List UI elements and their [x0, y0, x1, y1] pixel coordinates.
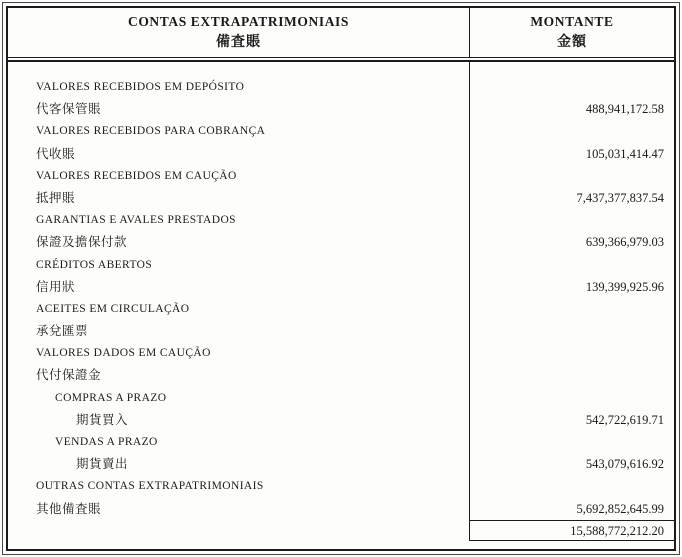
- account-row: [8, 165, 674, 209]
- account-name-pt: OUTRAS CONTAS EXTRAPATRIMONIAIS: [36, 480, 264, 493]
- account-name-pt: COMPRAS A PRAZO: [55, 391, 167, 404]
- account-name-zh: 信用狀: [36, 279, 76, 294]
- account-name-pt: ACEITES EM CIRCULAÇÃO: [36, 302, 190, 315]
- header-accounts-label-pt: CONTAS EXTRAPATRIMONIAIS: [127, 14, 350, 29]
- account-name-cell: [8, 298, 469, 342]
- total-row: [8, 520, 674, 549]
- account-row: [8, 387, 674, 431]
- account-name-cell: [8, 120, 469, 164]
- account-name-zh: 期貨賣出: [76, 457, 129, 472]
- account-amount-cell: [469, 387, 674, 431]
- account-amount-cell: [469, 342, 674, 386]
- account-row: [8, 298, 674, 342]
- account-row: [8, 254, 674, 298]
- header-accounts-column: [8, 8, 469, 57]
- account-name-zh: 代收賬: [36, 146, 76, 161]
- account-row: [8, 76, 674, 120]
- table-inner-frame: [6, 6, 676, 551]
- account-name-cell: [8, 165, 469, 209]
- account-name-cell: [8, 431, 469, 475]
- account-amount-cell: [469, 298, 674, 342]
- account-name-zh: 期貨買入: [76, 412, 129, 427]
- account-amount-value: 5,692,852,645.99: [576, 501, 664, 516]
- account-row: [8, 475, 674, 519]
- total-amount-value: 15,588,772,212.20: [570, 523, 664, 538]
- account-row: [8, 120, 674, 164]
- account-row: [8, 209, 674, 253]
- account-amount-value: 542,722,619.71: [585, 412, 664, 427]
- account-name-pt: VALORES DADOS EM CAUÇÃO: [36, 347, 211, 360]
- body-top-spacer: [8, 62, 674, 76]
- account-name-zh: 承兌匯票: [36, 324, 89, 339]
- table-body: [8, 62, 674, 549]
- account-name-pt: GARANTIAS E AVALES PRESTADOS: [36, 214, 236, 227]
- header-amount-label-zh: 金額: [557, 35, 587, 50]
- account-name-cell: [8, 475, 469, 519]
- account-name-cell: [8, 254, 469, 298]
- account-amount-cell: [469, 431, 674, 475]
- off-balance-sheet-table: [2, 2, 680, 555]
- account-name-cell: [8, 342, 469, 386]
- account-name-pt: VALORES RECEBIDOS PARA COBRANÇA: [36, 125, 266, 138]
- account-amount-value: 488,941,172.58: [585, 102, 664, 117]
- account-row: [8, 342, 674, 386]
- account-name-cell: [8, 76, 469, 120]
- account-amount-cell: [469, 254, 674, 298]
- account-amount-value: [470, 320, 674, 342]
- account-name-pt: VALORES RECEBIDOS EM CAUÇÃO: [36, 169, 237, 182]
- account-name-pt: CRÉDITOS ABERTOS: [36, 258, 153, 271]
- account-row: [8, 431, 674, 475]
- account-amount-value: 543,079,616.92: [585, 457, 664, 472]
- account-name-zh: 抵押賬: [36, 190, 76, 205]
- account-amount-value: 139,399,925.96: [585, 279, 664, 294]
- account-amount-value: 639,366,979.03: [585, 235, 664, 250]
- account-name-pt: VALORES RECEBIDOS EM DEPÓSITO: [36, 81, 245, 93]
- account-amount-value: 105,031,414.47: [585, 146, 664, 161]
- account-amount-cell: [469, 165, 674, 209]
- account-amount-cell: [469, 120, 674, 164]
- account-amount-cell: [469, 475, 674, 519]
- account-amount-cell: [469, 76, 674, 120]
- total-row-empty-cell: [8, 520, 469, 549]
- account-amount-value: 7,437,377,837.54: [576, 190, 664, 205]
- table-header: [8, 8, 674, 58]
- header-amount-label-pt: MONTANTE: [530, 14, 614, 29]
- account-name-zh: 代客保管賬: [36, 102, 102, 117]
- account-amount-cell: [469, 209, 674, 253]
- header-amount-column: [469, 8, 674, 57]
- account-amount-value: [470, 364, 674, 386]
- account-name-pt: VENDAS A PRAZO: [55, 436, 158, 448]
- account-name-zh: 其他備査賬: [36, 501, 102, 516]
- header-accounts-label-zh: 備査賬: [216, 35, 261, 50]
- account-name-cell: [8, 209, 469, 253]
- account-rows: [8, 76, 674, 520]
- account-name-zh: 代付保證金: [36, 368, 102, 383]
- total-amount-cell: [469, 520, 674, 541]
- account-name-cell: [8, 387, 469, 431]
- account-name-zh: 保證及擔保付款: [36, 235, 128, 250]
